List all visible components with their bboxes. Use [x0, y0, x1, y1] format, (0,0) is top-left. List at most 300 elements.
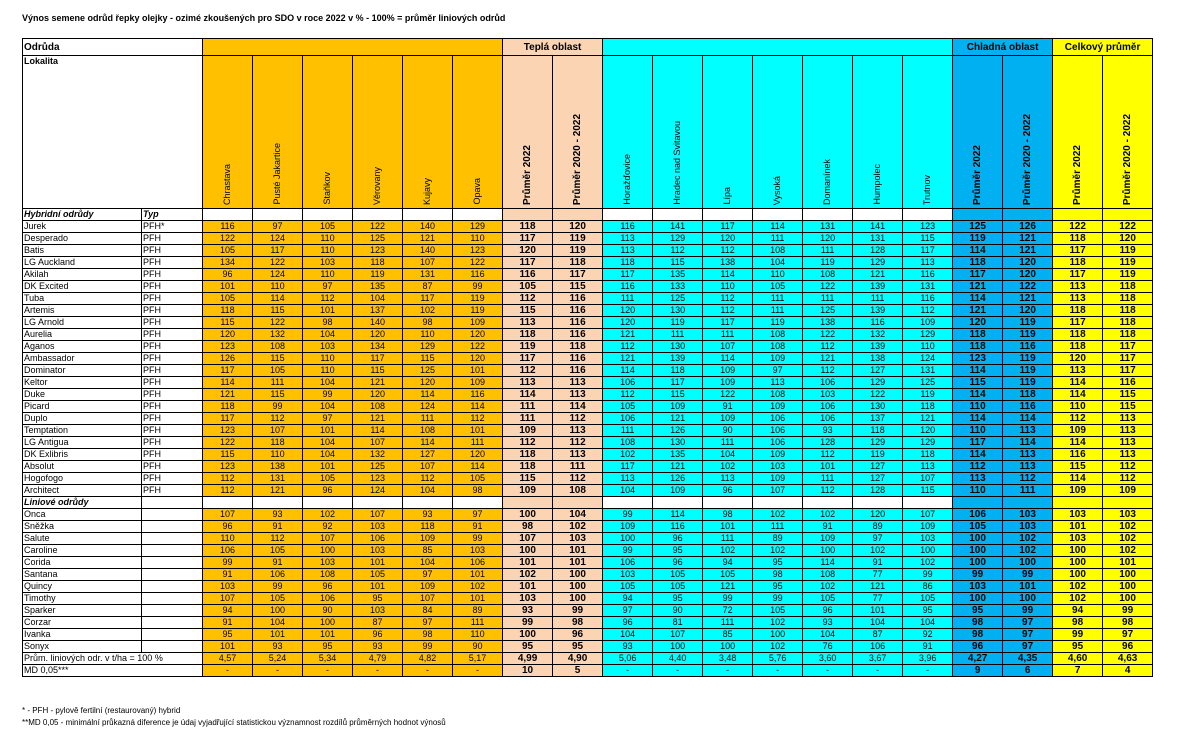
value-cell: 84	[403, 605, 453, 617]
value-cell: 109	[803, 533, 853, 545]
section-spacer-cell	[903, 497, 953, 509]
value-cell: 104	[403, 485, 453, 497]
value-cell: 116	[1003, 401, 1053, 413]
value-cell: 115	[903, 233, 953, 245]
table-row	[23, 593, 1153, 605]
location-header	[803, 56, 853, 209]
value-cell: 97	[403, 617, 453, 629]
value-cell: 118	[1053, 257, 1103, 269]
value-cell: 112	[1053, 413, 1103, 425]
value-cell: 128	[853, 485, 903, 497]
value-cell: 98	[453, 485, 503, 497]
value-cell: 90	[653, 605, 703, 617]
footnote-pfh: * - PFH - pylově fertilní (restaurovaný) hybrid	[22, 706, 181, 715]
value-cell: 97	[1003, 641, 1053, 653]
value-cell: 119	[1003, 377, 1053, 389]
section-spacer-cell	[1053, 209, 1103, 221]
table-row	[23, 401, 1153, 413]
cold-location-band	[603, 39, 953, 56]
value-cell: 114	[1003, 437, 1053, 449]
variety-type: PFH	[142, 305, 203, 317]
value-cell: 132	[253, 329, 303, 341]
value-cell: 4,82	[403, 653, 453, 665]
value-cell: 112	[553, 473, 603, 485]
value-cell: 140	[403, 245, 453, 257]
value-cell: 114	[953, 293, 1003, 305]
value-cell: 122	[1103, 221, 1153, 233]
value-cell: 120	[453, 449, 503, 461]
cold-avg-2020-2022-header	[1003, 56, 1053, 209]
value-cell: 100	[553, 593, 603, 605]
value-cell: 114	[1053, 437, 1103, 449]
value-cell: 109	[603, 521, 653, 533]
value-cell: 109	[1053, 485, 1103, 497]
value-cell: 93	[803, 425, 853, 437]
value-cell: 107	[203, 509, 253, 521]
table-row	[23, 533, 1153, 545]
value-cell: 112	[553, 437, 603, 449]
value-cell: 112	[403, 473, 453, 485]
value-cell: 95	[753, 557, 803, 569]
value-cell: 113	[1003, 425, 1053, 437]
average-yield-row-label: Prům. liniových odr. v t/ha = 100 %	[23, 653, 203, 665]
value-cell: 116	[553, 329, 603, 341]
section-spacer-cell	[303, 209, 353, 221]
value-cell: 101	[453, 365, 503, 377]
value-cell: 110	[203, 533, 253, 545]
value-cell: 125	[903, 377, 953, 389]
value-cell: 102	[303, 509, 353, 521]
value-cell: 122	[703, 389, 753, 401]
region-header-row	[23, 39, 1153, 56]
value-cell: 100	[1103, 569, 1153, 581]
value-cell: 99	[1003, 605, 1053, 617]
value-cell: 105	[753, 281, 803, 293]
value-cell: 4,79	[353, 653, 403, 665]
value-cell: 107	[353, 437, 403, 449]
value-cell: 104	[303, 449, 353, 461]
value-cell: 100	[1103, 593, 1153, 605]
value-cell: 119	[1103, 257, 1153, 269]
value-cell: 102	[703, 461, 753, 473]
value-cell: 125	[953, 221, 1003, 233]
value-cell: 123	[203, 461, 253, 473]
value-cell: 110	[303, 269, 353, 281]
table-row	[23, 569, 1153, 581]
variety-type: PFH*	[142, 221, 203, 233]
value-cell: 141	[853, 221, 903, 233]
location-header-label: Hradec nad Svitavou	[672, 121, 683, 205]
value-cell: 96	[803, 605, 853, 617]
table-row	[23, 605, 1153, 617]
variety-name: Temptation	[23, 425, 142, 437]
value-cell: 118	[1003, 389, 1053, 401]
value-cell: 122	[803, 281, 853, 293]
value-cell: 109	[753, 449, 803, 461]
value-cell: 114	[953, 389, 1003, 401]
value-cell: 101	[453, 425, 503, 437]
value-cell: 118	[503, 449, 553, 461]
value-cell: 130	[653, 341, 703, 353]
variety-name: Sonyx	[23, 641, 142, 653]
value-cell: 118	[653, 365, 703, 377]
value-cell: 100	[553, 581, 603, 593]
value-cell: 89	[753, 533, 803, 545]
value-cell: 104	[703, 449, 753, 461]
value-cell: 100	[1003, 557, 1053, 569]
location-header-label: Věrovany	[372, 166, 382, 205]
value-cell: 129	[853, 377, 903, 389]
value-cell: 121	[1003, 293, 1053, 305]
value-cell: 95	[903, 605, 953, 617]
section-spacer-cell	[703, 497, 753, 509]
value-cell: 116	[553, 317, 603, 329]
table-row	[23, 617, 1153, 629]
value-cell: 106	[203, 545, 253, 557]
value-cell: 101	[453, 569, 503, 581]
value-cell: 93	[353, 641, 403, 653]
value-cell: 120	[453, 329, 503, 341]
value-cell: 113	[503, 377, 553, 389]
value-cell: 106	[453, 557, 503, 569]
value-cell: 118	[1103, 293, 1153, 305]
value-cell: 112	[703, 305, 753, 317]
value-cell: 115	[503, 305, 553, 317]
location-header	[303, 56, 353, 209]
value-cell: 120	[353, 329, 403, 341]
value-cell: 106	[803, 413, 853, 425]
value-cell: 4	[1103, 665, 1153, 677]
value-cell: 87	[403, 281, 453, 293]
value-cell: 110	[303, 245, 353, 257]
value-cell: 109	[703, 365, 753, 377]
value-cell: 113	[903, 257, 953, 269]
value-cell: 91	[903, 641, 953, 653]
value-cell: 125	[803, 305, 853, 317]
variety-type: PFH	[142, 245, 203, 257]
location-header	[203, 56, 253, 209]
value-cell: 95	[1053, 641, 1103, 653]
value-cell: 119	[353, 269, 403, 281]
value-cell: 120	[553, 221, 603, 233]
value-cell: 100	[803, 545, 853, 557]
value-cell: 107	[903, 473, 953, 485]
value-cell: 105	[253, 545, 303, 557]
value-cell: 112	[603, 389, 653, 401]
value-cell: 102	[603, 449, 653, 461]
value-cell: 111	[253, 377, 303, 389]
odruda-header: Odrůda	[23, 39, 203, 56]
value-cell: 99	[553, 605, 603, 617]
value-cell: 105	[653, 581, 703, 593]
average-yield-row	[23, 653, 1153, 665]
value-cell: 106	[803, 377, 853, 389]
value-cell: 120	[1003, 305, 1053, 317]
value-cell: 120	[903, 425, 953, 437]
overall-avg-2020-2022-header-label: Průměr 2020 - 2022	[1122, 113, 1134, 205]
variety-name: Ivanka	[23, 629, 142, 641]
value-cell: 107	[403, 461, 453, 473]
value-cell: 124	[403, 401, 453, 413]
hybrid-section-row	[23, 209, 1153, 221]
value-cell: 118	[553, 257, 603, 269]
value-cell: 111	[503, 401, 553, 413]
variety-name: Akilah	[23, 269, 142, 281]
value-cell: 98	[953, 617, 1003, 629]
value-cell: 103	[603, 569, 653, 581]
value-cell: 121	[853, 269, 903, 281]
value-cell: 102	[1003, 533, 1053, 545]
value-cell: 129	[653, 233, 703, 245]
value-cell: 111	[703, 533, 753, 545]
value-cell: 109	[903, 521, 953, 533]
value-cell: 107	[403, 257, 453, 269]
value-cell: 104	[553, 509, 603, 521]
value-cell: 102	[1103, 533, 1153, 545]
value-cell: 117	[703, 221, 753, 233]
value-cell: 125	[653, 293, 703, 305]
variety-type	[142, 605, 203, 617]
value-cell: 99	[1003, 569, 1053, 581]
value-cell: 113	[953, 473, 1003, 485]
value-cell: 113	[903, 461, 953, 473]
value-cell: 112	[1103, 461, 1153, 473]
value-cell: 134	[353, 341, 403, 353]
value-cell: 113	[1053, 281, 1103, 293]
md-row-label: MD 0,05***	[23, 665, 203, 677]
variety-name: Absolut	[23, 461, 142, 473]
value-cell: 119	[1003, 353, 1053, 365]
value-cell: 135	[653, 269, 703, 281]
value-cell: 115	[653, 389, 703, 401]
value-cell: 106	[753, 413, 803, 425]
value-cell: 116	[553, 353, 603, 365]
value-cell: 91	[453, 521, 503, 533]
value-cell: 116	[903, 293, 953, 305]
value-cell: 101	[253, 629, 303, 641]
value-cell: 116	[1103, 377, 1153, 389]
value-cell: 133	[653, 281, 703, 293]
value-cell: 6	[1003, 665, 1053, 677]
value-cell: 99	[453, 281, 503, 293]
value-cell: 103	[553, 533, 603, 545]
value-cell: 111	[453, 617, 503, 629]
variety-type: PFH	[142, 425, 203, 437]
value-cell: 117	[553, 269, 603, 281]
value-cell: 129	[403, 341, 453, 353]
section-spacer-cell	[503, 209, 553, 221]
value-cell: 113	[553, 449, 603, 461]
value-cell: 122	[203, 437, 253, 449]
value-cell: 122	[203, 233, 253, 245]
value-cell: 103	[353, 521, 403, 533]
value-cell: 119	[1103, 269, 1153, 281]
value-cell: 105	[503, 281, 553, 293]
value-cell: 95	[203, 629, 253, 641]
value-cell: 111	[703, 329, 753, 341]
section-spacer-cell	[203, 209, 253, 221]
value-cell: 110	[953, 485, 1003, 497]
value-cell: 95	[353, 593, 403, 605]
table-row	[23, 425, 1153, 437]
value-cell: 119	[753, 317, 803, 329]
value-cell: 93	[253, 509, 303, 521]
value-cell: 91	[203, 569, 253, 581]
value-cell: 100	[953, 593, 1003, 605]
value-cell: 106	[853, 641, 903, 653]
value-cell: 117	[1053, 245, 1103, 257]
value-cell: 96	[703, 485, 753, 497]
value-cell: 5,06	[603, 653, 653, 665]
value-cell: 4,99	[503, 653, 553, 665]
value-cell: 110	[303, 353, 353, 365]
value-cell: 139	[853, 341, 903, 353]
value-cell: 114	[403, 437, 453, 449]
value-cell: 110	[453, 233, 503, 245]
value-cell: 99	[753, 593, 803, 605]
value-cell: 114	[803, 557, 853, 569]
value-cell: -	[253, 665, 303, 677]
value-cell: 104	[603, 485, 653, 497]
value-cell: 99	[253, 401, 303, 413]
value-cell: 116	[553, 305, 603, 317]
value-cell: 112	[1103, 473, 1153, 485]
value-cell: 91	[203, 617, 253, 629]
value-cell: 101	[503, 581, 553, 593]
value-cell: 92	[903, 629, 953, 641]
value-cell: 98	[403, 317, 453, 329]
value-cell: 103	[503, 593, 553, 605]
value-cell: 122	[1003, 281, 1053, 293]
value-cell: 118	[1053, 329, 1103, 341]
variety-name: Hogofogo	[23, 473, 142, 485]
value-cell: 96	[953, 641, 1003, 653]
value-cell: 5,24	[253, 653, 303, 665]
variety-name: Sněžka	[23, 521, 142, 533]
value-cell: 117	[1053, 269, 1103, 281]
section-spacer-cell	[853, 497, 903, 509]
value-cell: -	[403, 665, 453, 677]
value-cell: 100	[603, 533, 653, 545]
value-cell: 85	[703, 629, 753, 641]
value-cell: 106	[603, 557, 653, 569]
value-cell: 4,90	[553, 653, 603, 665]
table-row	[23, 461, 1153, 473]
variety-name: DK Exlibris	[23, 449, 142, 461]
value-cell: 115	[253, 389, 303, 401]
value-cell: 5,76	[753, 653, 803, 665]
value-cell: 102	[703, 545, 753, 557]
warm-avg-2022-header-label: Průměr 2022	[522, 144, 534, 205]
value-cell: 125	[353, 461, 403, 473]
section-spacer-cell	[1103, 497, 1153, 509]
value-cell: 113	[1053, 365, 1103, 377]
value-cell: 99	[703, 593, 753, 605]
value-cell: 3,60	[803, 653, 853, 665]
value-cell: 77	[853, 569, 903, 581]
value-cell: 110	[953, 425, 1003, 437]
value-cell: 89	[853, 521, 903, 533]
section-spacer-cell	[403, 209, 453, 221]
value-cell: 96	[653, 533, 703, 545]
value-cell: 97	[303, 281, 353, 293]
value-cell: 112	[203, 473, 253, 485]
value-cell: 119	[653, 317, 703, 329]
value-cell: 91	[703, 401, 753, 413]
value-cell: 89	[453, 605, 503, 617]
value-cell: 91	[253, 521, 303, 533]
variety-type: PFH	[142, 317, 203, 329]
location-header-label: Horažďovice	[622, 154, 633, 205]
value-cell: 102	[1053, 581, 1103, 593]
value-cell: 128	[803, 437, 853, 449]
value-cell: 115	[203, 317, 253, 329]
value-cell: 99	[603, 509, 653, 521]
value-cell: 110	[953, 401, 1003, 413]
variety-name: LG Auckland	[23, 257, 142, 269]
value-cell: 77	[853, 593, 903, 605]
variety-name: Keltor	[23, 377, 142, 389]
value-cell: 139	[653, 353, 703, 365]
value-cell: 121	[953, 281, 1003, 293]
value-cell: 121	[853, 581, 903, 593]
section-spacer-cell	[203, 497, 253, 509]
value-cell: 126	[653, 473, 703, 485]
value-cell: 99	[503, 617, 553, 629]
value-cell: 113	[1003, 461, 1053, 473]
value-cell: 101	[303, 425, 353, 437]
value-cell: 116	[453, 269, 503, 281]
value-cell: 3,48	[703, 653, 753, 665]
value-cell: 117	[653, 377, 703, 389]
variety-type	[142, 557, 203, 569]
value-cell: 115	[403, 353, 453, 365]
value-cell: 122	[353, 221, 403, 233]
value-cell: -	[803, 665, 853, 677]
value-cell: 104	[603, 629, 653, 641]
value-cell: 111	[753, 521, 803, 533]
value-cell: -	[603, 665, 653, 677]
value-cell: 117	[203, 365, 253, 377]
value-cell: 98	[1053, 617, 1103, 629]
value-cell: 113	[553, 389, 603, 401]
value-cell: 118	[253, 437, 303, 449]
value-cell: 4,40	[653, 653, 703, 665]
value-cell: 122	[853, 389, 903, 401]
value-cell: 109	[753, 401, 803, 413]
value-cell: 108	[553, 485, 603, 497]
table-row	[23, 329, 1153, 341]
value-cell: 134	[203, 257, 253, 269]
value-cell: 101	[803, 461, 853, 473]
value-cell: 95	[553, 641, 603, 653]
value-cell: 97	[1003, 617, 1053, 629]
table-row	[23, 641, 1153, 653]
value-cell: 106	[303, 593, 353, 605]
value-cell: 109	[703, 377, 753, 389]
value-cell: 127	[853, 473, 903, 485]
section-spacer-cell	[553, 497, 603, 509]
value-cell: 110	[253, 281, 303, 293]
value-cell: 103	[1103, 509, 1153, 521]
value-cell: 114	[353, 425, 403, 437]
value-cell: 97	[1103, 629, 1153, 641]
location-header-label: Pusté Jakartice	[272, 143, 282, 205]
value-cell: 9	[953, 665, 1003, 677]
value-cell: 113	[553, 377, 603, 389]
value-cell: 101	[1003, 581, 1053, 593]
value-cell: 107	[753, 485, 803, 497]
